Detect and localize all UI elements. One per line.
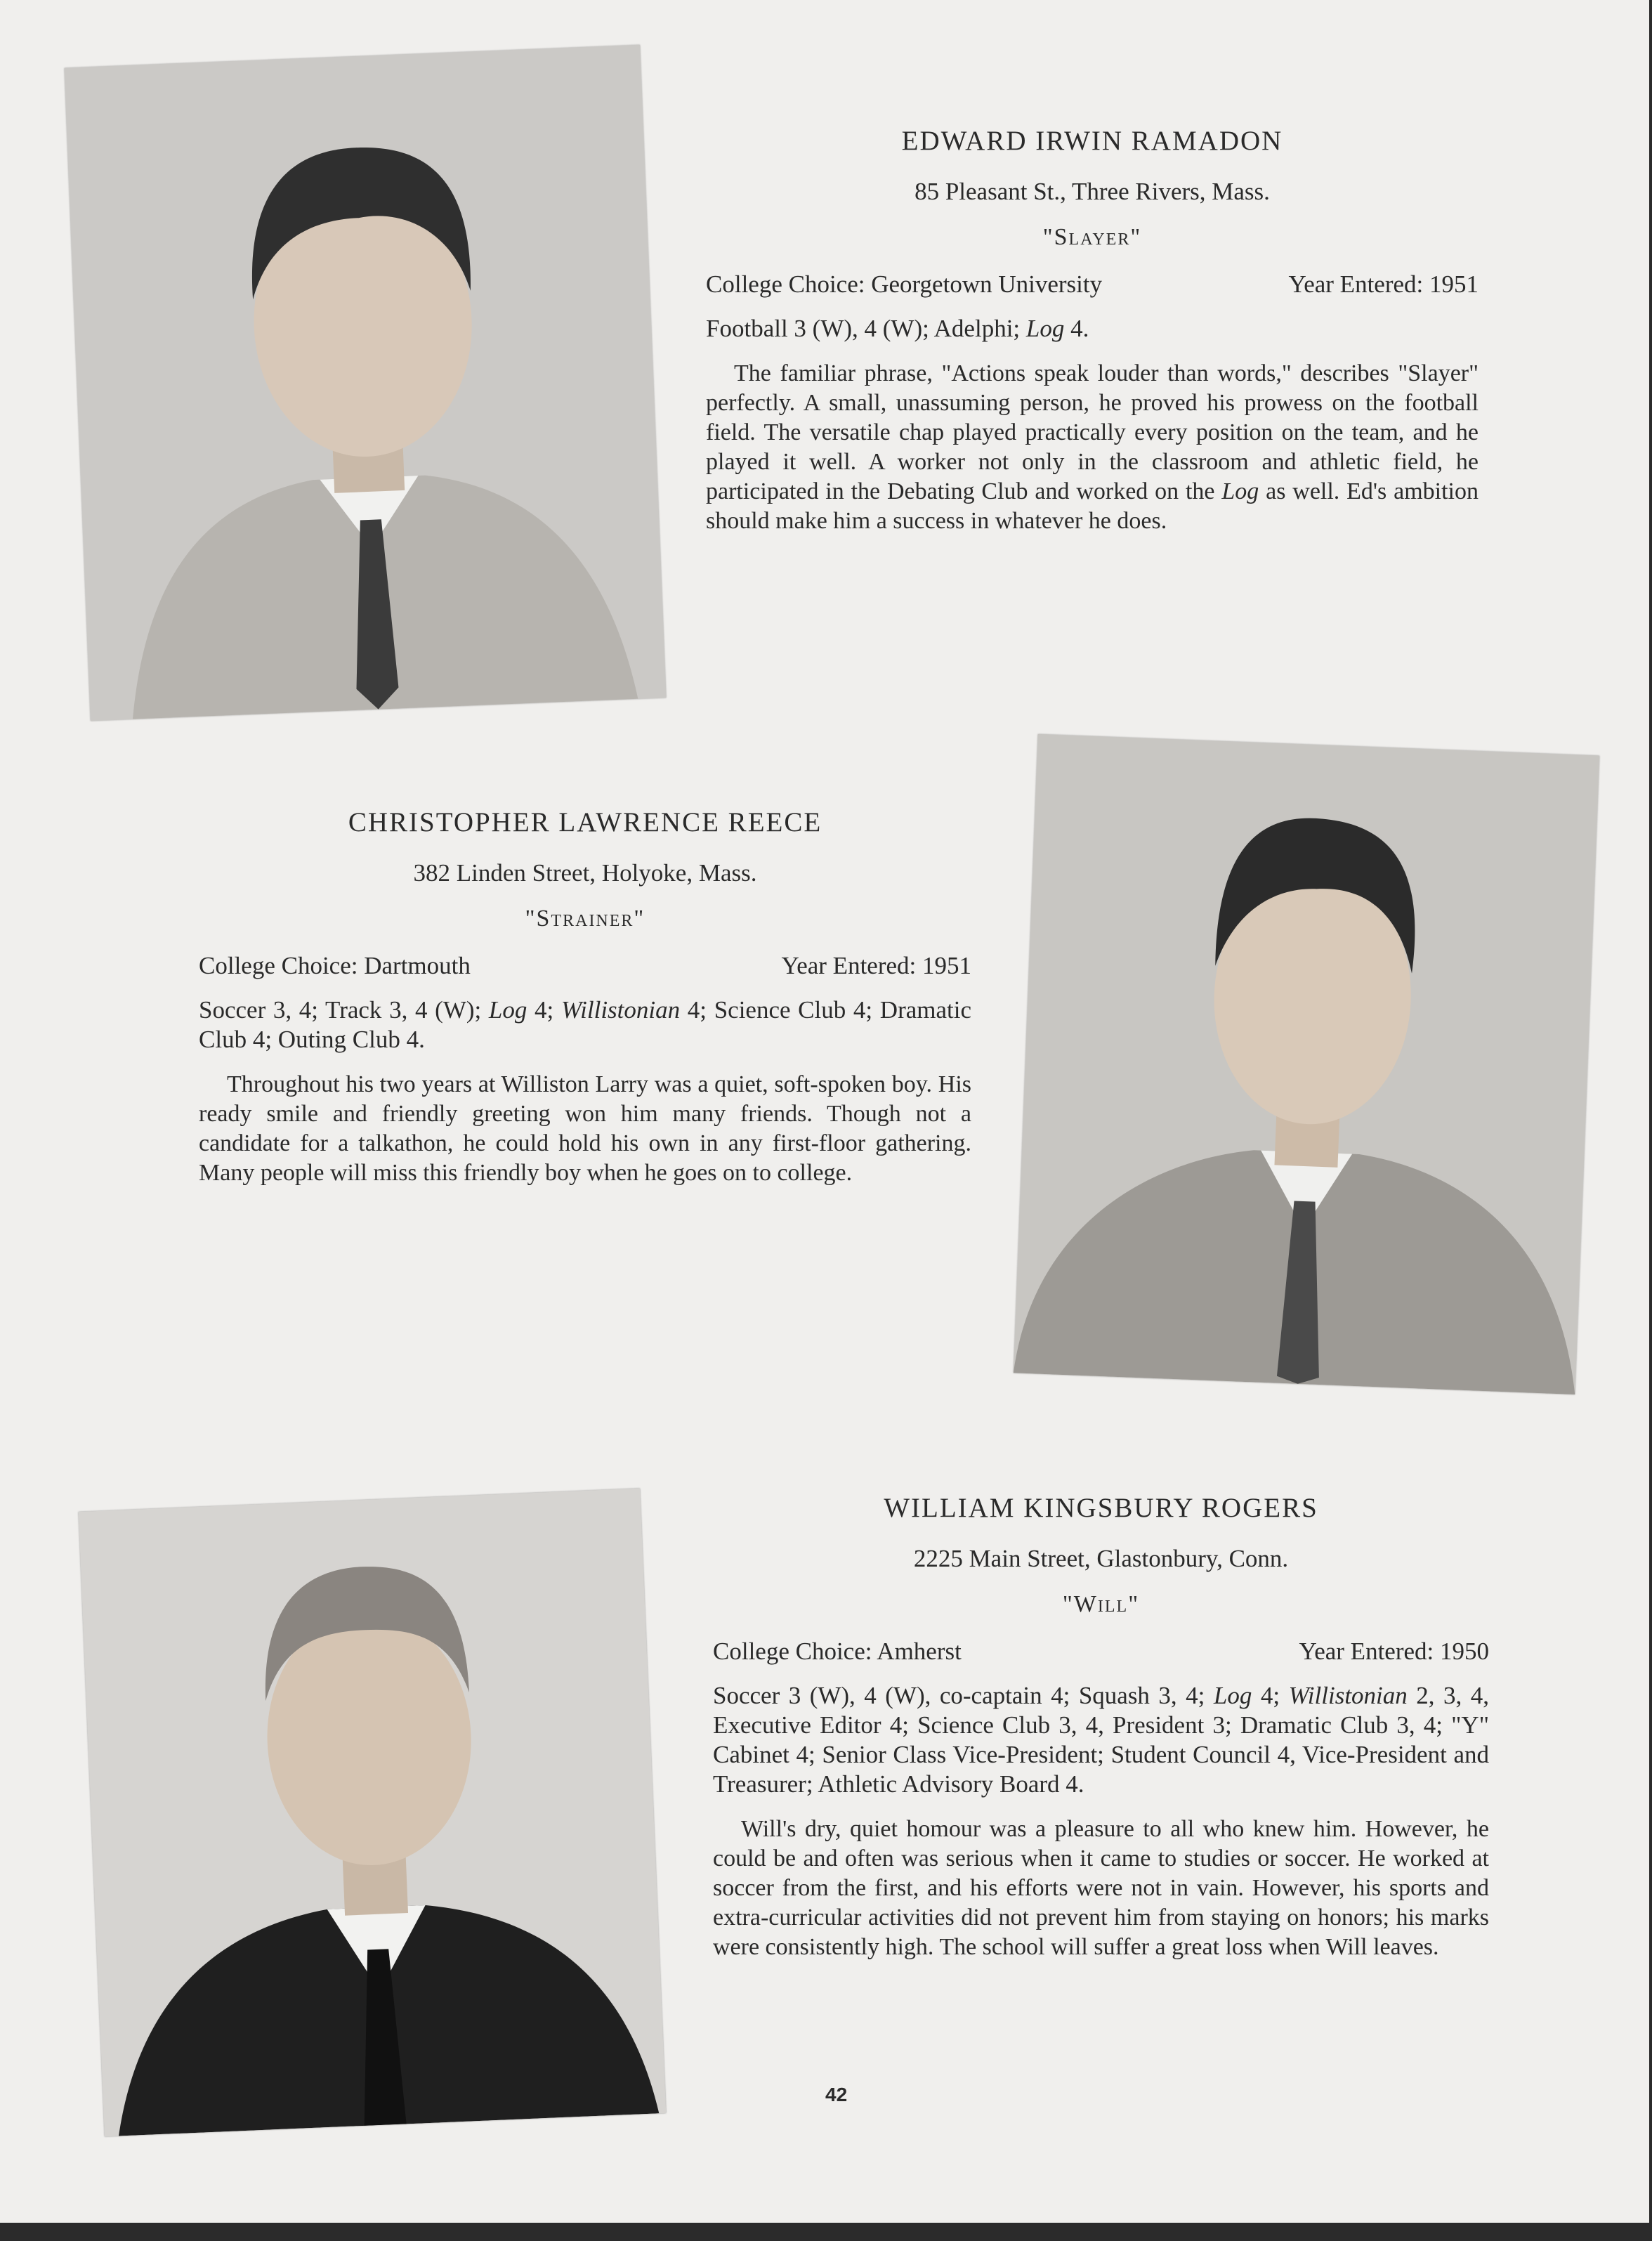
student-name: WILLIAM KINGSBURY ROGERS [884,1493,1318,1523]
student-address: 85 Pleasant St., Three Rivers, Mass. [914,178,1270,205]
college-row [199,952,971,980]
activities-text-end: 4. [1064,315,1089,342]
student-name: EDWARD IRWIN RAMADON [901,126,1283,156]
entry-rogers [713,1492,1489,1962]
biography [706,359,1479,536]
activities-log: Log [1213,1682,1252,1709]
biography: Throughout his two years at Williston Larry was a quiet, soft-spoken boy. His ready smile and friendly greeting won him many friends. Though not a candidate for a talkathon, he could hold his own in any first-floor gathering. Many people will miss this friendly boy when he goes on to college. [199,1071,971,1186]
activities-log: Log [1025,315,1065,342]
portrait-figure [79,1489,667,2137]
activities-text: Soccer 3 (W), 4 (W), co-captain 4; Squash 3, 4; [713,1682,1214,1709]
portrait-figure [65,45,667,721]
activities-text: Soccer 3, 4; Track 3, 4 (W); [199,996,489,1024]
scan-edge-right [1649,0,1652,2241]
activities [706,314,1479,344]
year-entered: Year Entered: 1951 [781,952,971,979]
activities-text: Football 3 (W), 4 (W); Adelphi; [706,315,1026,342]
year-entered: Year Entered: 1950 [1299,1638,1489,1665]
activities-text-end: 2, 3, 4, Executive Editor 4; Science Club 3, 4, President 3; Dramatic Club 3, 4; "Y" Cabinet 4; Senior Class Vice-President; Student Council 4, Vice-President and Treasurer; Athletic Advisory Board 4. [713,1682,1490,1798]
activities-text-mid: 4; [527,996,561,1024]
college-choice: College Choice: Georgetown University [706,270,1103,298]
activities [199,995,971,1054]
activities-willistonian: Willistonian [1288,1682,1408,1709]
entry-reece [199,806,971,1188]
activities-willistonian: Willistonian [560,996,681,1024]
activities-text-end: 4; Science Club 4; Dramatic Club 4; Outing Club 4. [199,996,972,1053]
student-address: 2225 Main Street, Glastonbury, Conn. [913,1545,1289,1572]
entry-ramadon [706,125,1479,536]
portrait-photo-rogers [79,1489,667,2137]
student-address: 382 Linden Street, Holyoke, Mass. [413,859,757,887]
college-choice: College Choice: Amherst [713,1638,962,1665]
student-nickname: "Slayer" [1042,224,1142,250]
college-row [706,270,1479,299]
bio-text-end: as well. Ed's ambition should make him a success in whatever he does. [706,478,1479,534]
year-entered: Year Entered: 1951 [1288,270,1479,298]
portrait-photo-reece [1014,734,1599,1394]
college-choice: College Choice: Dartmouth [199,952,471,979]
biography: Will's dry, quiet homour was a pleasure to all who knew him. However, he could be and often was serious when it came to studies or soccer. He worked at soccer from the first, and his efforts were not in vain. However, his sports and extra-curricular activities did not prevent him from staying on honors; his marks were consistently high. The school will suffer a great loss when Will leaves. [713,1816,1489,1960]
activities-log: Log [488,996,527,1024]
activities-text-mid: 4; [1252,1682,1289,1709]
activities [713,1681,1489,1799]
bio-text: The familiar phrase, "Actions speak louder than words," describes "Slayer" perfectly. A small, unassuming person, he proved his prowess on the football field. The versatile chap played practically every position on the team, and he played it well. A worker not only in the classroom and athletic field, he participated in the Debating Club and worked on the [706,360,1479,504]
bio-log: Log [1221,478,1259,504]
college-row [713,1638,1489,1666]
student-nickname: "Will" [1062,1591,1140,1617]
scan-edge-bottom [0,2223,1652,2241]
student-name: CHRISTOPHER LAWRENCE REECE [348,807,822,837]
student-nickname: "Strainer" [525,906,645,932]
portrait-photo-ramadon [65,45,667,721]
page-number: 42 [825,2084,848,2105]
portrait-figure [1014,734,1599,1394]
